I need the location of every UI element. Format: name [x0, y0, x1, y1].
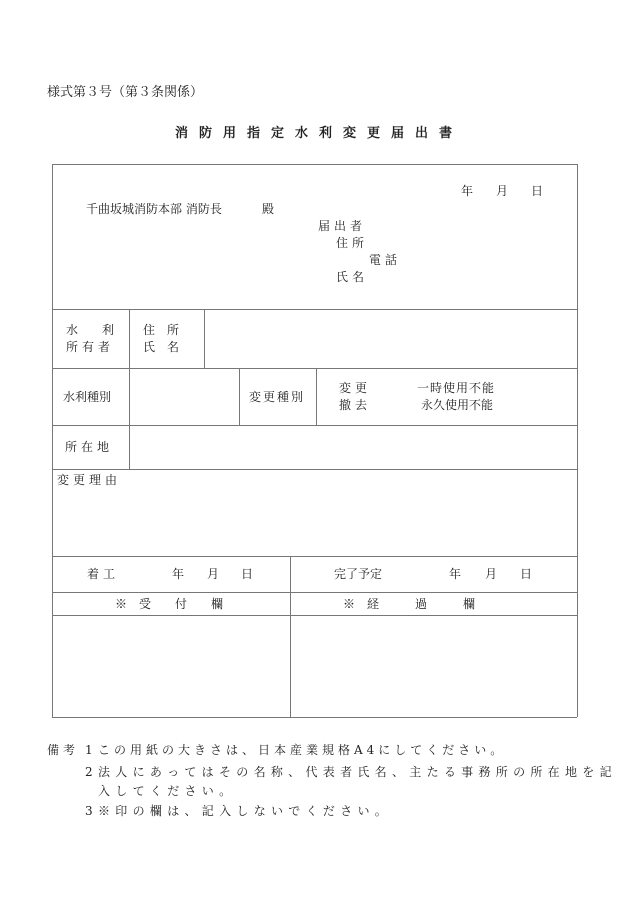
reception-area: [54, 617, 288, 715]
remove-option-kind[interactable]: 撤去: [339, 398, 372, 412]
water-type-label: 水利種別: [63, 390, 112, 404]
location-label: 所在地: [65, 440, 114, 454]
note-text-1: この用紙の大きさは、日本産業規格A4にしてください。: [98, 743, 507, 757]
applicant-label: 届出者: [318, 219, 367, 233]
page-title: 消防用指定水利変更届出書: [175, 126, 464, 141]
start-label: 着工: [87, 567, 120, 581]
note-number-2: 2: [85, 765, 93, 779]
reason-label: 変更理由: [57, 473, 122, 487]
date-day-label: 日: [531, 184, 544, 198]
date-year-label: 年: [461, 184, 474, 198]
notes-heading: 備考: [47, 743, 80, 757]
reason-field[interactable]: [54, 490, 575, 554]
note-text-3: ※印の欄は、記入しないでください。: [98, 804, 393, 818]
remove-option-detail: 永久使用不能: [421, 398, 494, 412]
note-text-2: 法人にあってはその名称、代表者氏名、主たる事務所の所在地を記: [98, 765, 617, 779]
start-day-label: 日: [241, 567, 254, 581]
change-option-kind[interactable]: 変更: [339, 381, 372, 395]
note-number-3: 3: [85, 804, 93, 818]
completion-day-label: 日: [520, 567, 533, 581]
name-label: 氏名: [336, 270, 369, 284]
completion-month-label: 月: [485, 567, 498, 581]
location-field[interactable]: [131, 427, 575, 467]
progress-header: ※ 経 過 欄: [343, 597, 476, 611]
owner-label-line2: 所有者: [66, 340, 115, 354]
start-year-label: 年: [172, 567, 185, 581]
note-text-2-cont: 入してください。: [98, 784, 237, 798]
owner-label-line1: 水 利: [66, 323, 115, 337]
owner-value-field[interactable]: [206, 311, 575, 366]
change-type-label: 変更種別: [249, 390, 306, 404]
owner-name-label: 氏 名: [143, 340, 180, 354]
start-month-label: 月: [207, 567, 220, 581]
form-number: 様式第３号（第３条関係）: [47, 85, 204, 100]
completion-label: 完了予定: [334, 567, 383, 581]
progress-area: [292, 617, 575, 715]
completion-year-label: 年: [449, 567, 462, 581]
honorific: 殿: [262, 202, 275, 216]
address-label: 住所: [336, 236, 369, 250]
phone-label: 電話: [369, 253, 402, 267]
addressee: 千曲坂城消防本部 消防長: [86, 202, 222, 216]
change-option-detail: 一時使用不能: [417, 381, 496, 395]
water-type-field[interactable]: [131, 370, 237, 423]
date-month-label: 月: [496, 184, 509, 198]
reception-header: ※ 受 付 欄: [115, 597, 224, 611]
owner-address-label: 住 所: [143, 323, 180, 337]
note-number-1: 1: [85, 743, 93, 757]
